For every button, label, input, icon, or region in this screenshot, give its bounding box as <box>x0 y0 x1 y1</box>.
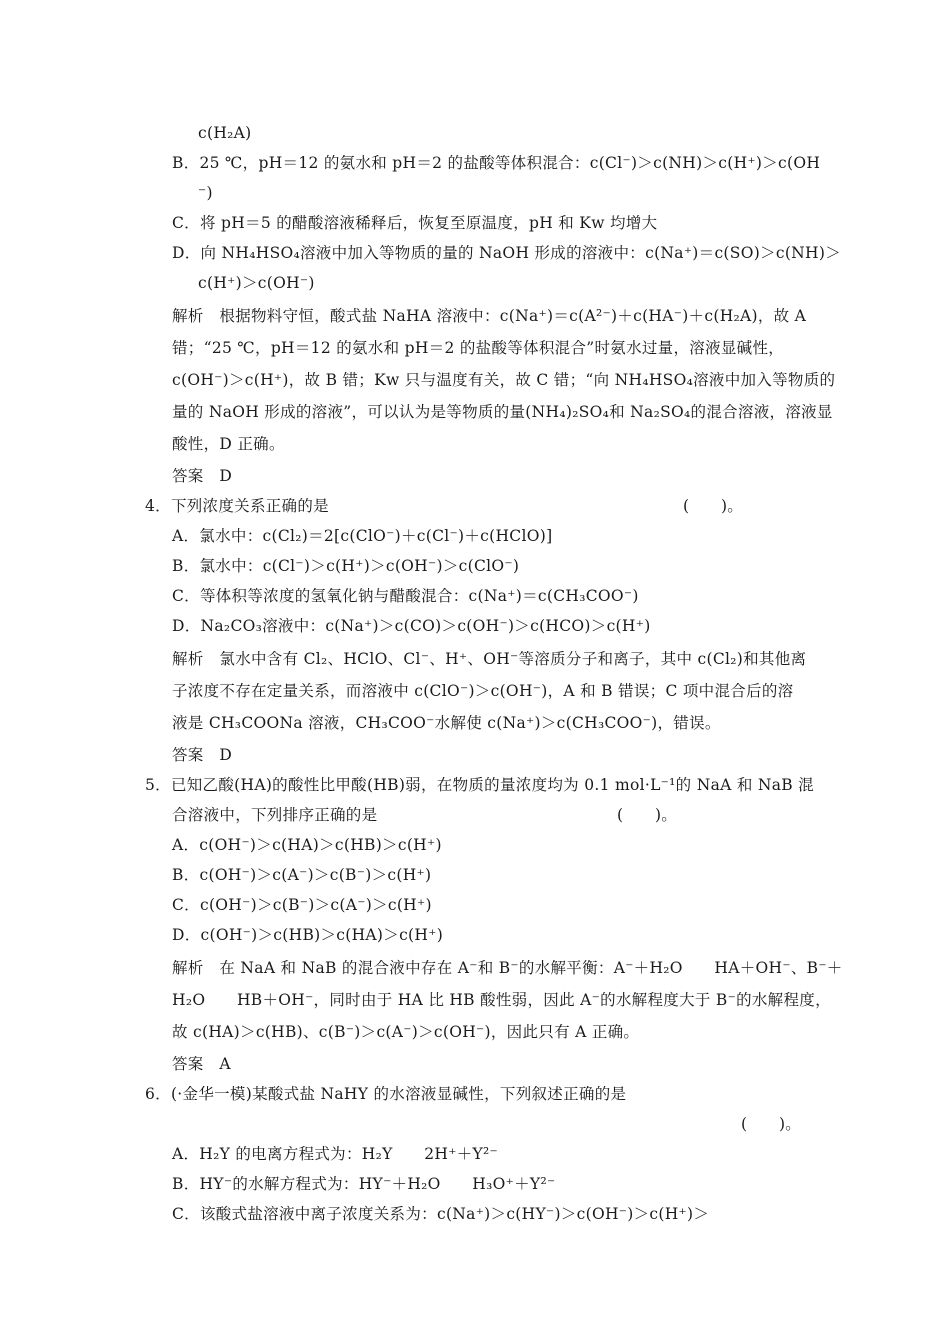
text-line: D．c(OH⁻)＞c(HB)＞c(HA)＞c(H⁺) <box>172 926 444 944</box>
text-line: 6．(·金华一模)某酸式盐 NaHY 的水溶液显碱性，下列叙述正确的是 <box>145 1085 627 1103</box>
text-line: C．等体积等浓度的氢氧化钠与醋酸混合：c(Na⁺)＝c(CH₃COO⁻) <box>172 587 639 605</box>
text-line: B．氯水中：c(Cl⁻)＞c(H⁺)＞c(OH⁻)＞c(ClO⁻) <box>172 557 520 575</box>
text-line: D．Na₂CO₃溶液中：c(Na⁺)＞c(CO)＞c(OH⁻)＞c(HCO)＞c(H⁺) <box>172 617 651 635</box>
text-line: B．HY⁻的水解方程式为：HY⁻＋H₂O H₃O⁺＋Y²⁻ <box>172 1175 556 1193</box>
text-line: H₂O HB＋OH⁻，同时由于 HA 比 HB 酸性弱，因此 A⁻的水解程度大于 B⁻的水解程度， <box>172 991 831 1009</box>
text-line: C．将 pH＝5 的醋酸溶液稀释后，恢复至原温度，pH 和 Kw 均增大 <box>172 214 658 232</box>
text-line: D．向 NH₄HSO₄溶液中加入等物质的量的 NaOH 形成的溶液中：c(Na⁺)＝c(SO)＞c(NH)＞ <box>172 244 842 262</box>
text-line: C．c(OH⁻)＞c(B⁻)＞c(A⁻)＞c(H⁺) <box>172 896 432 914</box>
answer-bracket: ( )。 <box>741 1115 802 1133</box>
text-line: 合溶液中，下列排序正确的是 <box>172 806 378 824</box>
answer-bracket: ( )。 <box>683 497 744 515</box>
text-line: 解析 在 NaA 和 NaB 的混合液中存在 A⁻和 B⁻的水解平衡：A⁻＋H₂O HA＋OH⁻、B⁻＋ <box>172 959 843 977</box>
text-line: 解析 根据物料守恒，酸式盐 NaHA 溶液中：c(Na⁺)＝c(A²⁻)＋c(HA⁻)＋c(H₂A)，故 A <box>172 307 807 325</box>
text-line: C．该酸式盐溶液中离子浓度关系为：c(Na⁺)＞c(HY⁻)＞c(OH⁻)＞c(H⁺)＞ <box>172 1205 710 1223</box>
text-line: A．H₂Y 的电离方程式为：H₂Y 2H⁺＋Y²⁻ <box>172 1145 499 1163</box>
text-line: 液是 CH₃COONa 溶液，CH₃COO⁻水解使 c(Na⁺)＞c(CH₃COO⁻)，错误。 <box>172 714 721 732</box>
text-line: 量的 NaOH 形成的溶液”，可以认为是等物质的量(NH₄)₂SO₄和 Na₂SO₄的混合溶液，溶液显 <box>172 403 833 421</box>
text-line: 酸性，D 正确。 <box>172 435 285 453</box>
text-line: A．c(OH⁻)＞c(HA)＞c(HB)＞c(H⁺) <box>172 836 442 854</box>
text-line: 解析 氯水中含有 Cl₂、HClO、Cl⁻、H⁺、OH⁻等溶质分子和离子，其中 c(Cl₂)和其他离 <box>172 650 807 668</box>
text-line: c(OH⁻)＞c(H⁺)，故 B 错；Kw 只与温度有关，故 C 错；“向 NH₄HSO₄溶液中加入等物质的 <box>172 371 836 389</box>
text-line: 答案 A <box>172 1055 231 1073</box>
text-line: ⁻) <box>198 184 213 202</box>
text-line: 错；“25 ℃，pH＝12 的氨水和 pH＝2 的盐酸等体积混合”时氨水过量，溶液显碱性， <box>172 339 785 357</box>
text-line: B．c(OH⁻)＞c(A⁻)＞c(B⁻)＞c(H⁺) <box>172 866 432 884</box>
text-line: c(H₂A) <box>198 124 252 142</box>
text-line: B．25 ℃，pH＝12 的氨水和 pH＝2 的盐酸等体积混合：c(Cl⁻)＞c(NH)＞c(H⁺)＞c(OH <box>172 154 821 172</box>
text-line: 5．已知乙酸(HA)的酸性比甲酸(HB)弱，在物质的量浓度均为 0.1 mol·L⁻¹的 NaA 和 NaB 混 <box>145 776 814 794</box>
text-line: c(H⁺)＞c(OH⁻) <box>198 274 315 292</box>
text-line: 答案 D <box>172 746 233 764</box>
answer-bracket: ( )。 <box>617 806 678 824</box>
text-line: 答案 D <box>172 467 233 485</box>
text-line: 故 c(HA)＞c(HB)、c(B⁻)＞c(A⁻)＞c(OH⁻)，因此只有 A 正确。 <box>172 1023 640 1041</box>
text-line: 子浓度不存在定量关系，而溶液中 c(ClO⁻)＞c(OH⁻)，A 和 B 错误；C 项中混合后的溶 <box>172 682 794 700</box>
text-line: 4．下列浓度关系正确的是 <box>145 497 329 515</box>
text-line: A．氯水中：c(Cl₂)＝2[c(ClO⁻)＋c(Cl⁻)＋c(HClO)] <box>172 527 553 545</box>
